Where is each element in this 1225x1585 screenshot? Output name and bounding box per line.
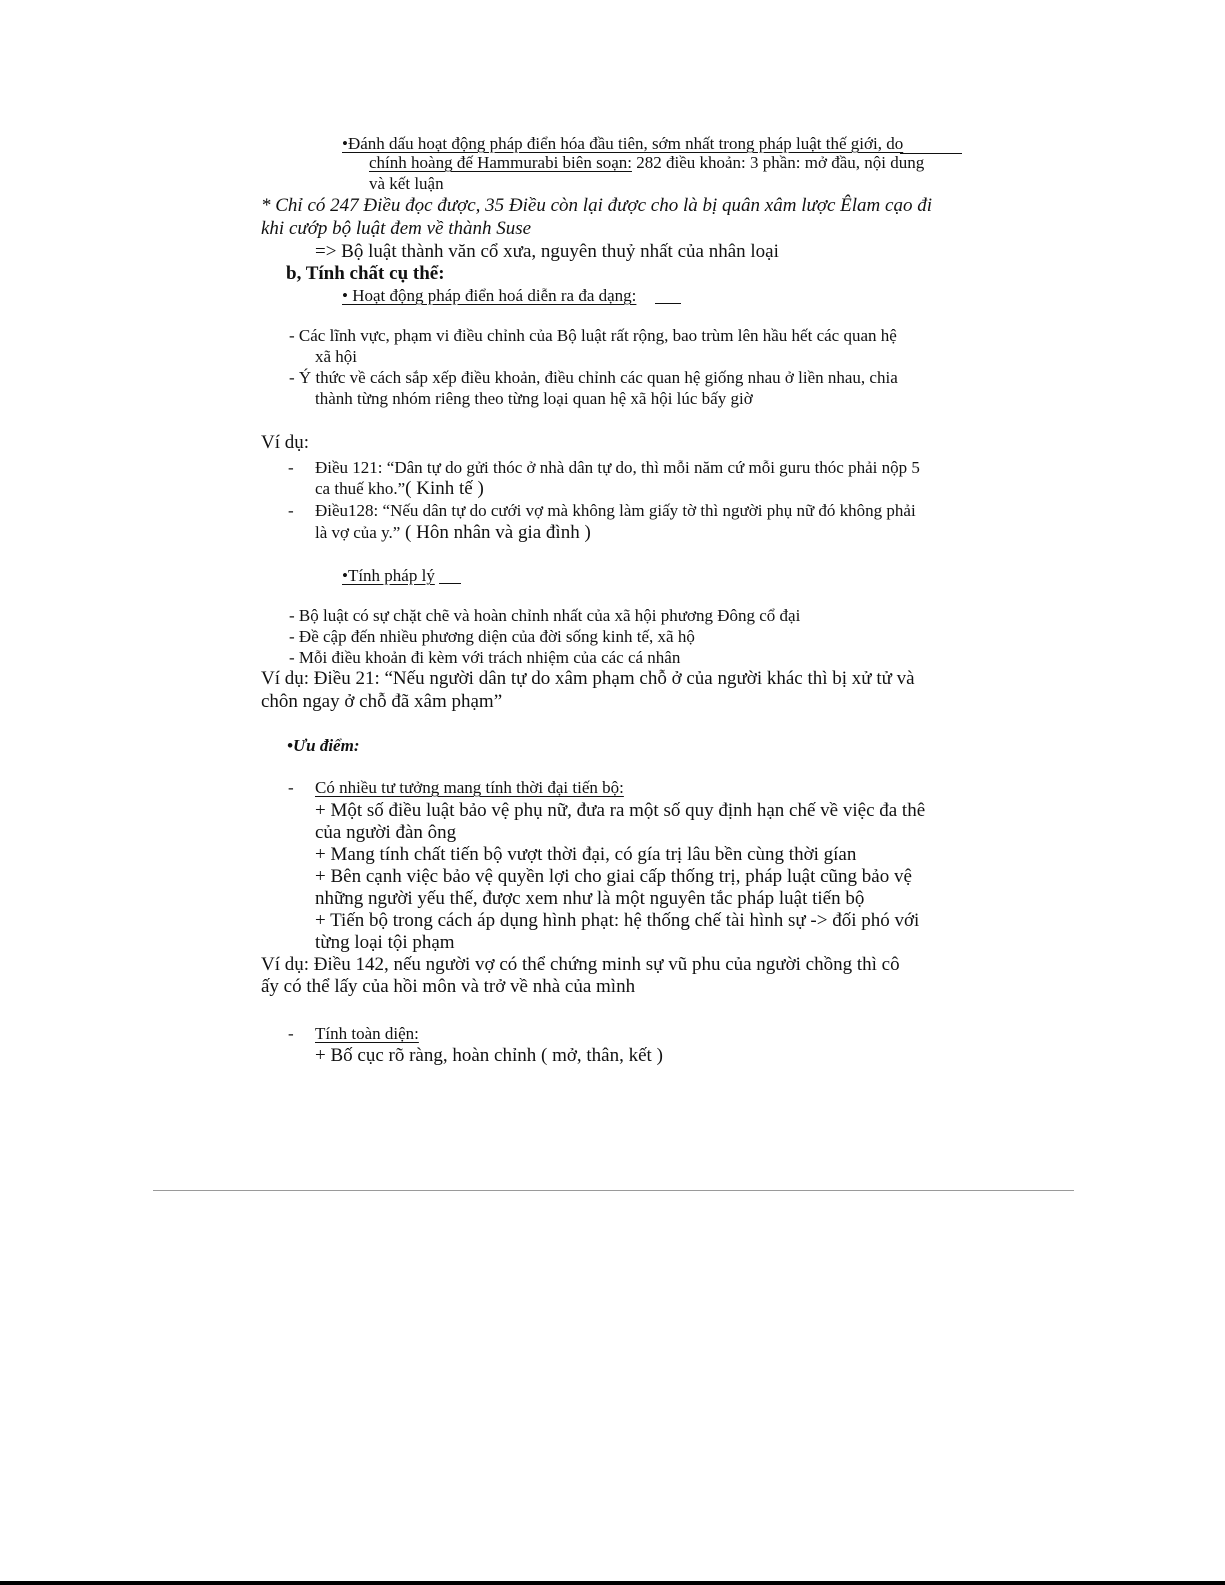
list-item: Điều 121: “Dân tự do gửi thóc ở nhà dân tự do, thì mỗi năm cứ mỗi guru thóc phải nộp 5 — [315, 458, 920, 477]
underlined-text: •Tính pháp lý — [342, 566, 435, 585]
list-item: - Ý thức về cách sắp xếp điều khoản, điều chỉnh các quan hệ giống nhau ở liền nhau, chia — [289, 368, 898, 387]
text-line — [315, 523, 591, 542]
list-item: Có nhiều tư tưởng mang tính thời đại tiến bộ: — [315, 778, 624, 797]
list-item: Điều128: “Nếu dân tự do cưới vợ mà không làm giấy tờ thì người phụ nữ đó không phải — [315, 501, 916, 520]
underline-rule — [439, 583, 461, 584]
text-line — [315, 479, 484, 498]
list-dash: - — [288, 1024, 294, 1043]
text-span: ( Kinh tế ) — [405, 478, 484, 499]
bullet-heading — [342, 287, 636, 304]
text-line: từng loại tội phạm — [315, 932, 455, 953]
list-item: - Đề cập đến nhiều phương diện của đời sống kinh tế, xã hộ — [289, 627, 695, 646]
italic-note: khi cướp bộ luật đem về thành Suse — [261, 218, 532, 239]
list-item: - Mỗi điều khoản đi kèm với trách nhiệm của các cá nhân — [289, 648, 681, 667]
text-line: Ví dụ: Điều 142, nếu người vợ có thể chứng minh sự vũ phu của người chồng thì cô — [261, 954, 900, 975]
text-line: chôn ngay ở chỗ đã xâm phạm” — [261, 691, 503, 712]
page-divider — [153, 1190, 1074, 1191]
text-line: + Tiến bộ trong cách áp dụng hình phạt: hệ thống chế tài hình sự -> đối phó với — [315, 910, 920, 931]
list-dash: - — [288, 458, 294, 477]
underlined-text: chính hoàng đế Hammurabi biên soạn: — [369, 153, 632, 172]
example-label: Ví dụ: — [261, 432, 310, 453]
text-span: ca thuế kho.” — [315, 479, 406, 498]
text-line: => Bộ luật thành văn cổ xưa, nguyên thuỷ nhất của nhân loại — [315, 241, 779, 262]
underline-rule — [655, 303, 681, 304]
text-line: + Mang tính chất tiến bộ vượt thời đại, có gía trị lâu bền cùng thời gían — [315, 844, 857, 865]
text-span: là vợ của y.” — [315, 523, 401, 542]
bullet-heading — [342, 567, 435, 584]
section-heading: b, Tính chất cụ thể: — [286, 263, 445, 284]
text-line: •Đánh dấu hoạt động pháp điển hóa đầu tiên, sớm nhất trong pháp luật thế giới, do — [342, 134, 904, 153]
list-dash: - — [288, 778, 294, 797]
text-line: + Bố cục rõ ràng, hoàn chỉnh ( mở, thân, kết ) — [315, 1045, 663, 1066]
list-dash: - — [288, 501, 294, 520]
text-line: + Một số điều luật bảo vệ phụ nữ, đưa ra một số quy định hạn chế về việc đa thê — [315, 800, 926, 821]
italic-note: * Chỉ có 247 Điều đọc được, 35 Điều còn lại được cho là bị quân xâm lược Êlam cạo đi — [261, 195, 932, 216]
text-span: 282 điều khoản: 3 phần: mở đầu, nội dung — [631, 153, 925, 172]
text-line — [369, 154, 924, 171]
list-item: - Các lĩnh vực, phạm vi điều chỉnh của Bộ luật rất rộng, bao trùm lên hầu hết các quan hệ — [289, 326, 897, 345]
text-span: ( Hôn nhân và gia đình ) — [400, 522, 591, 543]
text-line: + Bên cạnh việc bảo vệ quyền lợi cho giai cấp thống trị, pháp luật cũng bảo vệ — [315, 866, 912, 887]
text-line: thành từng nhóm riêng theo từng loại quan hệ xã hội lúc bấy giờ — [315, 389, 753, 408]
text-line: ấy có thể lấy của hồi môn và trở về nhà của mình — [261, 976, 636, 997]
text-line: và kết luận — [369, 174, 444, 193]
text-line: những người yếu thế, được xem như là một nguyên tắc pháp luật tiến bộ — [315, 888, 865, 909]
bullet-heading: •Ưu điểm: — [287, 736, 360, 755]
bottom-edge-bar — [0, 1581, 1225, 1585]
text-line: Ví dụ: Điều 21: “Nếu người dân tự do xâm phạm chỗ ở của người khác thì bị xử tử và — [261, 668, 915, 689]
underlined-text: • Hoạt động pháp điển hoá diễn ra đa dạng: — [342, 286, 637, 305]
text-line: của người đàn ông — [315, 822, 457, 843]
list-item: Tính toàn diện: — [315, 1024, 419, 1043]
text-line: xã hội — [315, 347, 358, 366]
list-item: - Bộ luật có sự chặt chẽ và hoàn chỉnh nhất của xã hội phương Đông cổ đại — [289, 606, 801, 625]
